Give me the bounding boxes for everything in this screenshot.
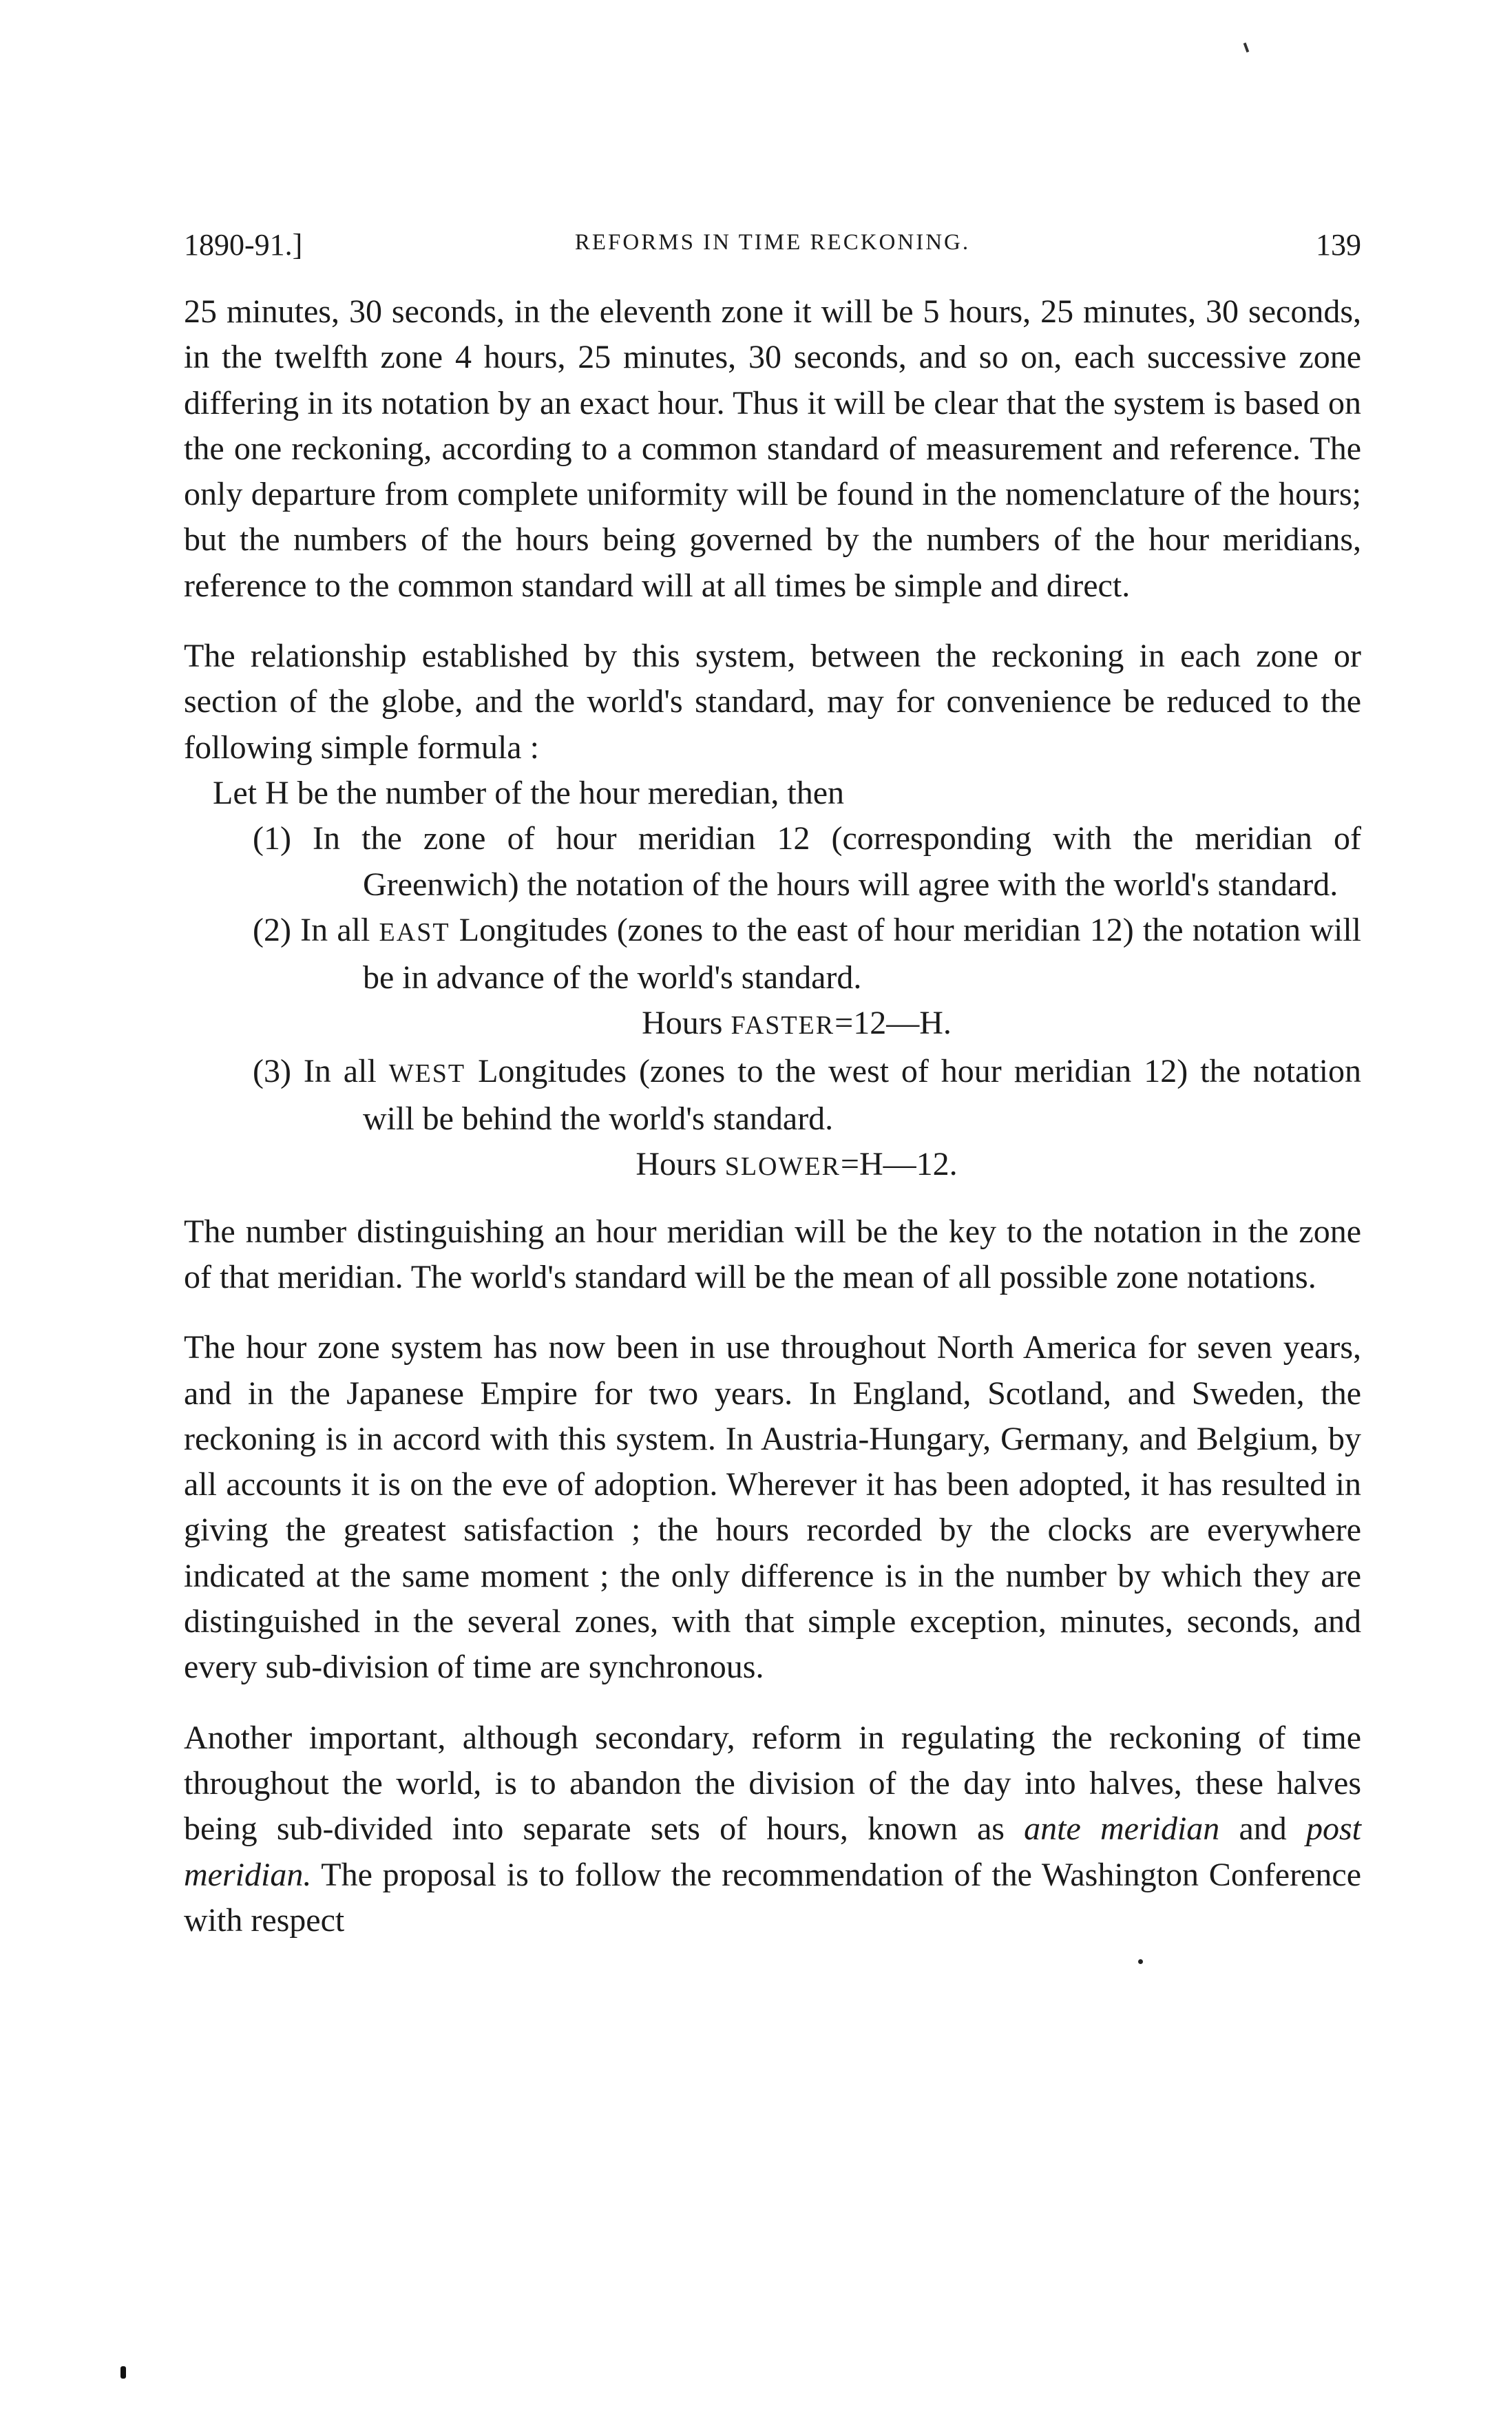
- reform-text-before: Another important, although secondary, reform in regulating the reckoning of time throughout the world, is to abandon the division of the day into halves, these halves being sub-divided into separate sets of hours, known as: [184, 1719, 1361, 1848]
- paragraph-adoption: The hour zone system has now been in use throughout North America for seven years, and in the Japanese Empire for two years. In England, Scotland, and Sweden, the reckoning is in accord with this system. In Austria-Hungary, Germany, and Belgium, by all accounts it is on the eve of adoption. Wherever it has been adopted, it has resulted in giving the greatest satisfaction ; the hours recorded by the clocks are everywhere indicated at the same moment ; the only difference is in the number by which they are distinguished in the several zones, with that simple exception, minutes, seconds, and every sub-division of time are synchronous.: [184, 1329, 1361, 1686]
- formula-case-1: (1) In the zone of hour meridian 12 (corresponding with the meridian of Greenwich) the notation of the hours will agree with the world's standard.: [253, 820, 1361, 903]
- formula-faster-keyword: FASTER: [731, 1011, 835, 1041]
- header-date-range: 1890-91.]: [184, 228, 303, 262]
- paragraph-secondary-reform: [184, 1715, 1361, 1943]
- formula-slower-prefix: Hours: [636, 1146, 725, 1183]
- scan-mark-bottom: [120, 2366, 126, 2379]
- paragraph-key-notation: The number distinguishing an hour meridian will be the key to the notation in the zone of that meridian. The world's standard will be the mean of all possible zone notations.: [184, 1213, 1361, 1295]
- formula-faster-prefix: Hours: [642, 1005, 731, 1042]
- scan-mark: [1243, 43, 1250, 53]
- formula-slower-expression: =H—12.: [840, 1146, 958, 1183]
- reform-post-meridian: post meridian.: [184, 1810, 1362, 1893]
- reform-text-and: and: [1219, 1810, 1306, 1848]
- case-2-prefix: (2) In all: [253, 911, 379, 948]
- case-3-prefix: (3) In all: [253, 1052, 389, 1089]
- header-title: REFORMS IN TIME RECKONING.: [574, 230, 971, 255]
- case-3-keyword: WEST: [388, 1058, 466, 1088]
- paragraph-relationship: The relationship established by this system, between the reckoning in each zone or section of the globe, and the world's standard, may for convenience be reduced to the following simple formula :: [184, 638, 1361, 766]
- case-2-text: Longitudes (zones to the east of hour meridian 12) the notation will be in advance of the world's standard.: [363, 911, 1362, 996]
- case-2-keyword: EAST: [379, 917, 450, 947]
- formula-slower: [184, 1142, 1361, 1189]
- reform-ante-meridian: ante meridian: [1024, 1810, 1220, 1848]
- formula-case-2: [184, 908, 1361, 1001]
- page-number: 139: [1316, 228, 1361, 262]
- formula-faster-expression: =12—H.: [834, 1005, 952, 1042]
- body-text: [184, 289, 1361, 1943]
- running-header: [184, 227, 1361, 269]
- case-3-text: Longitudes (zones to the west of hour meridian 12) the notation will be behind the world's standard.: [363, 1052, 1361, 1138]
- paragraph-zone-notation: 25 minutes, 30 seconds, in the eleventh zone it will be 5 hours, 25 minutes, 30 seconds, in the twelfth zone 4 hours, 25 minutes, 30 seconds, and so on, each successive zone differing in its notation by an exact hour. Thus it will be clear that the system is based on the one reckoning, according to a common standard of measurement and reference. The only departure from complete uniformity will be found in the nomenclature of the hours; but the numbers of the hours being governed by the numbers of the hour meridians, reference to the common standard will at all times be simple and direct.: [184, 293, 1361, 604]
- reform-text-after: The proposal is to follow the recommendation of the Washington Conference with respect: [184, 1856, 1361, 1939]
- formula-case-3: [184, 1049, 1361, 1142]
- scan-dot: [1138, 1959, 1143, 1964]
- formula-faster: [184, 1001, 1361, 1048]
- formula-slower-keyword: SLOWER: [724, 1152, 841, 1182]
- formula-definition: Let H be the number of the hour meredian, then: [213, 774, 845, 811]
